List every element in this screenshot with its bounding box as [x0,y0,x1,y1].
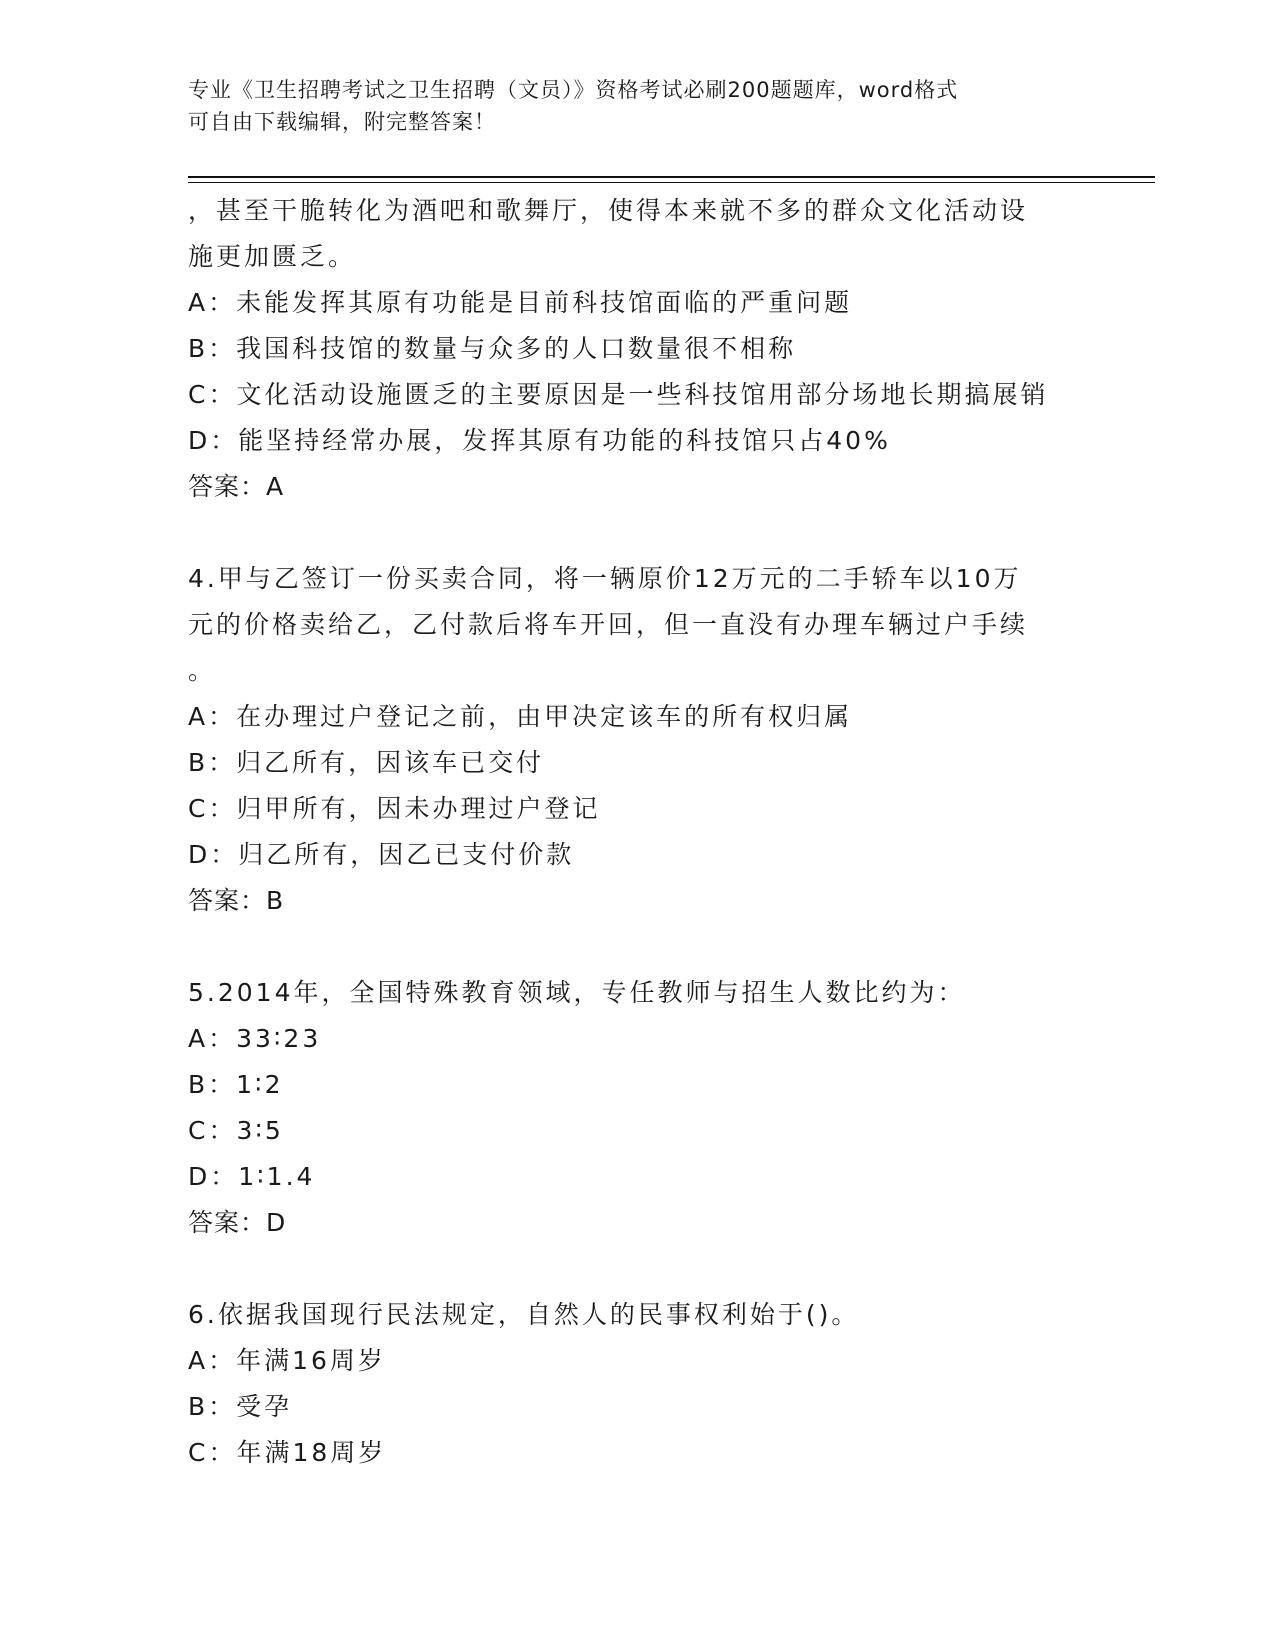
question-stem-line: 5.2014年，全国特殊教育领域，专任教师与招生人数比约为： [188,978,966,1007]
question-stem-line: ，甚至干脆转化为酒吧和歌舞厅，使得本来就不多的群众文化活动设 [188,196,1029,225]
option-c: C：3∶5 [188,1116,284,1145]
page-header [188,74,1088,138]
answer-line: 答案：D [188,1208,287,1237]
answer-line: 答案：A [188,472,285,501]
option-a: A：未能发挥其原有功能是目前科技馆面临的严重问题 [188,288,853,317]
question-stem-line: 6.依据我国现行民法规定，自然人的民事权利始于()。 [188,1300,860,1329]
question-3 [188,188,1088,510]
question-stem-line: 。 [188,656,217,685]
option-b: B：归乙所有，因该车已交付 [188,748,545,777]
option-a: A：年满16周岁 [188,1346,386,1375]
header-line-2: 可自由下载编辑，附完整答案！ [188,110,496,134]
option-b: B：我国科技馆的数量与众多的人口数量很不相称 [188,334,797,363]
question-stem-line: 施更加匮乏。 [188,242,357,271]
question-stem-line: 4.甲与乙签订一份买卖合同，将一辆原价12万元的二手轿车以10万 [188,564,1022,593]
option-b: B：1∶2 [188,1070,284,1099]
spacer [188,510,1088,556]
option-c: C：文化活动设施匮乏的主要原因是一些科技馆用部分场地长期搞展销 [188,380,1049,409]
option-d: D：能坚持经常办展，发挥其原有功能的科技馆只占40% [188,426,891,455]
option-d: D：1∶1.4 [188,1162,316,1191]
option-b: B：受孕 [188,1392,293,1421]
header-rule-thick [188,176,1155,178]
question-5 [188,970,1088,1246]
question-4 [188,556,1088,924]
option-c: C：归甲所有，因未办理过户登记 [188,794,601,823]
question-6 [188,1292,1088,1476]
question-list [188,188,1088,1476]
question-stem-line: 元的价格卖给乙，乙付款后将车开回，但一直没有办理车辆过户手续 [188,610,1029,639]
header-line-1: 专业《卫生招聘考试之卫生招聘（文员）》资格考试必刷200题题库，word格式 [188,78,959,102]
option-a: A：33∶23 [188,1024,322,1053]
spacer [188,1246,1088,1292]
answer-line: 答案：B [188,886,285,915]
option-d: D：归乙所有，因乙已支付价款 [188,840,575,869]
header-rule-thin [188,182,1155,183]
option-a: A：在办理过户登记之前，由甲决定该车的所有权归属 [188,702,853,731]
spacer [188,924,1088,970]
option-c: C：年满18周岁 [188,1438,387,1467]
